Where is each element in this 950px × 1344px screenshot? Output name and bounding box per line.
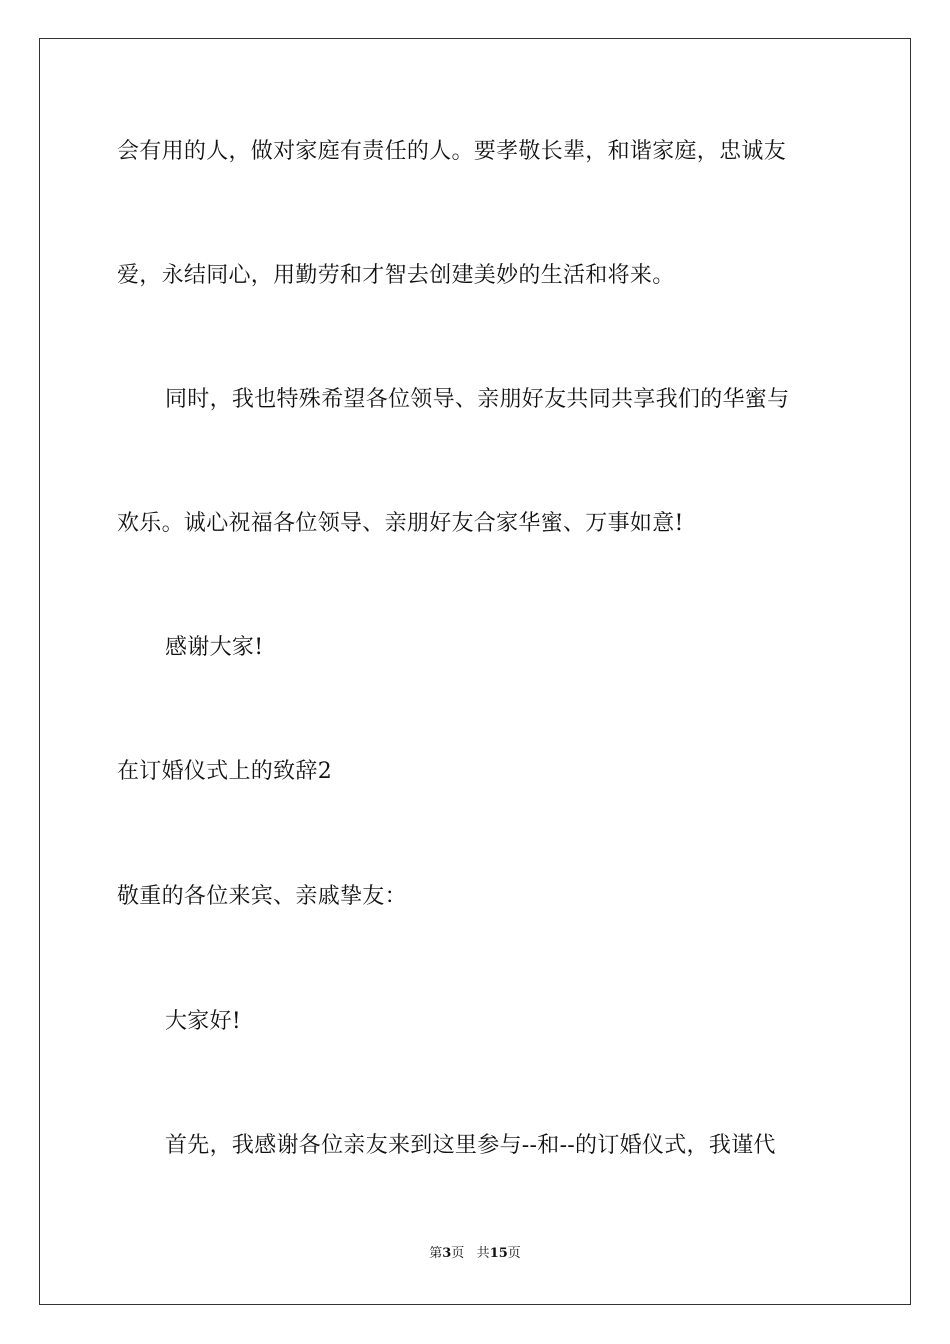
page-footer <box>0 1245 950 1263</box>
paragraph-line: 欢乐。诚心祝福各位领导、亲朋好友合家华蜜、万事如意! <box>117 511 684 536</box>
paragraph-line: 会有用的人，做对家庭有责任的人。要孝敬长辈，和谐家庭，忠诚友 <box>117 139 787 164</box>
greeting-line: 大家好! <box>165 1009 242 1034</box>
salutation-line: 敬重的各位来宾、亲戚挚友： <box>117 884 407 909</box>
footer-page-suffix: 页 <box>451 1246 465 1261</box>
current-page-number: 3 <box>442 1246 452 1261</box>
paragraph-line: 爱，永结同心，用勤劳和才智去创建美妙的生活和将来。 <box>117 263 675 288</box>
paragraph-line: 感谢大家! <box>165 635 264 660</box>
paragraph-line: 首先，我感谢各位亲友来到这里参与--和--的订婚仪式，我谨代 <box>165 1133 776 1158</box>
paragraph-line: 同时，我也特殊希望各位领导、亲朋好友共同共享我们的华蜜与 <box>165 387 790 412</box>
footer-total-suffix: 页 <box>507 1246 521 1261</box>
section-heading: 在订婚仪式上的致辞2 <box>117 759 332 784</box>
footer-total-prefix: 共 <box>476 1246 490 1261</box>
footer-prefix: 第 <box>429 1246 443 1261</box>
total-pages-number: 15 <box>489 1246 508 1261</box>
page-border <box>39 38 911 1305</box>
